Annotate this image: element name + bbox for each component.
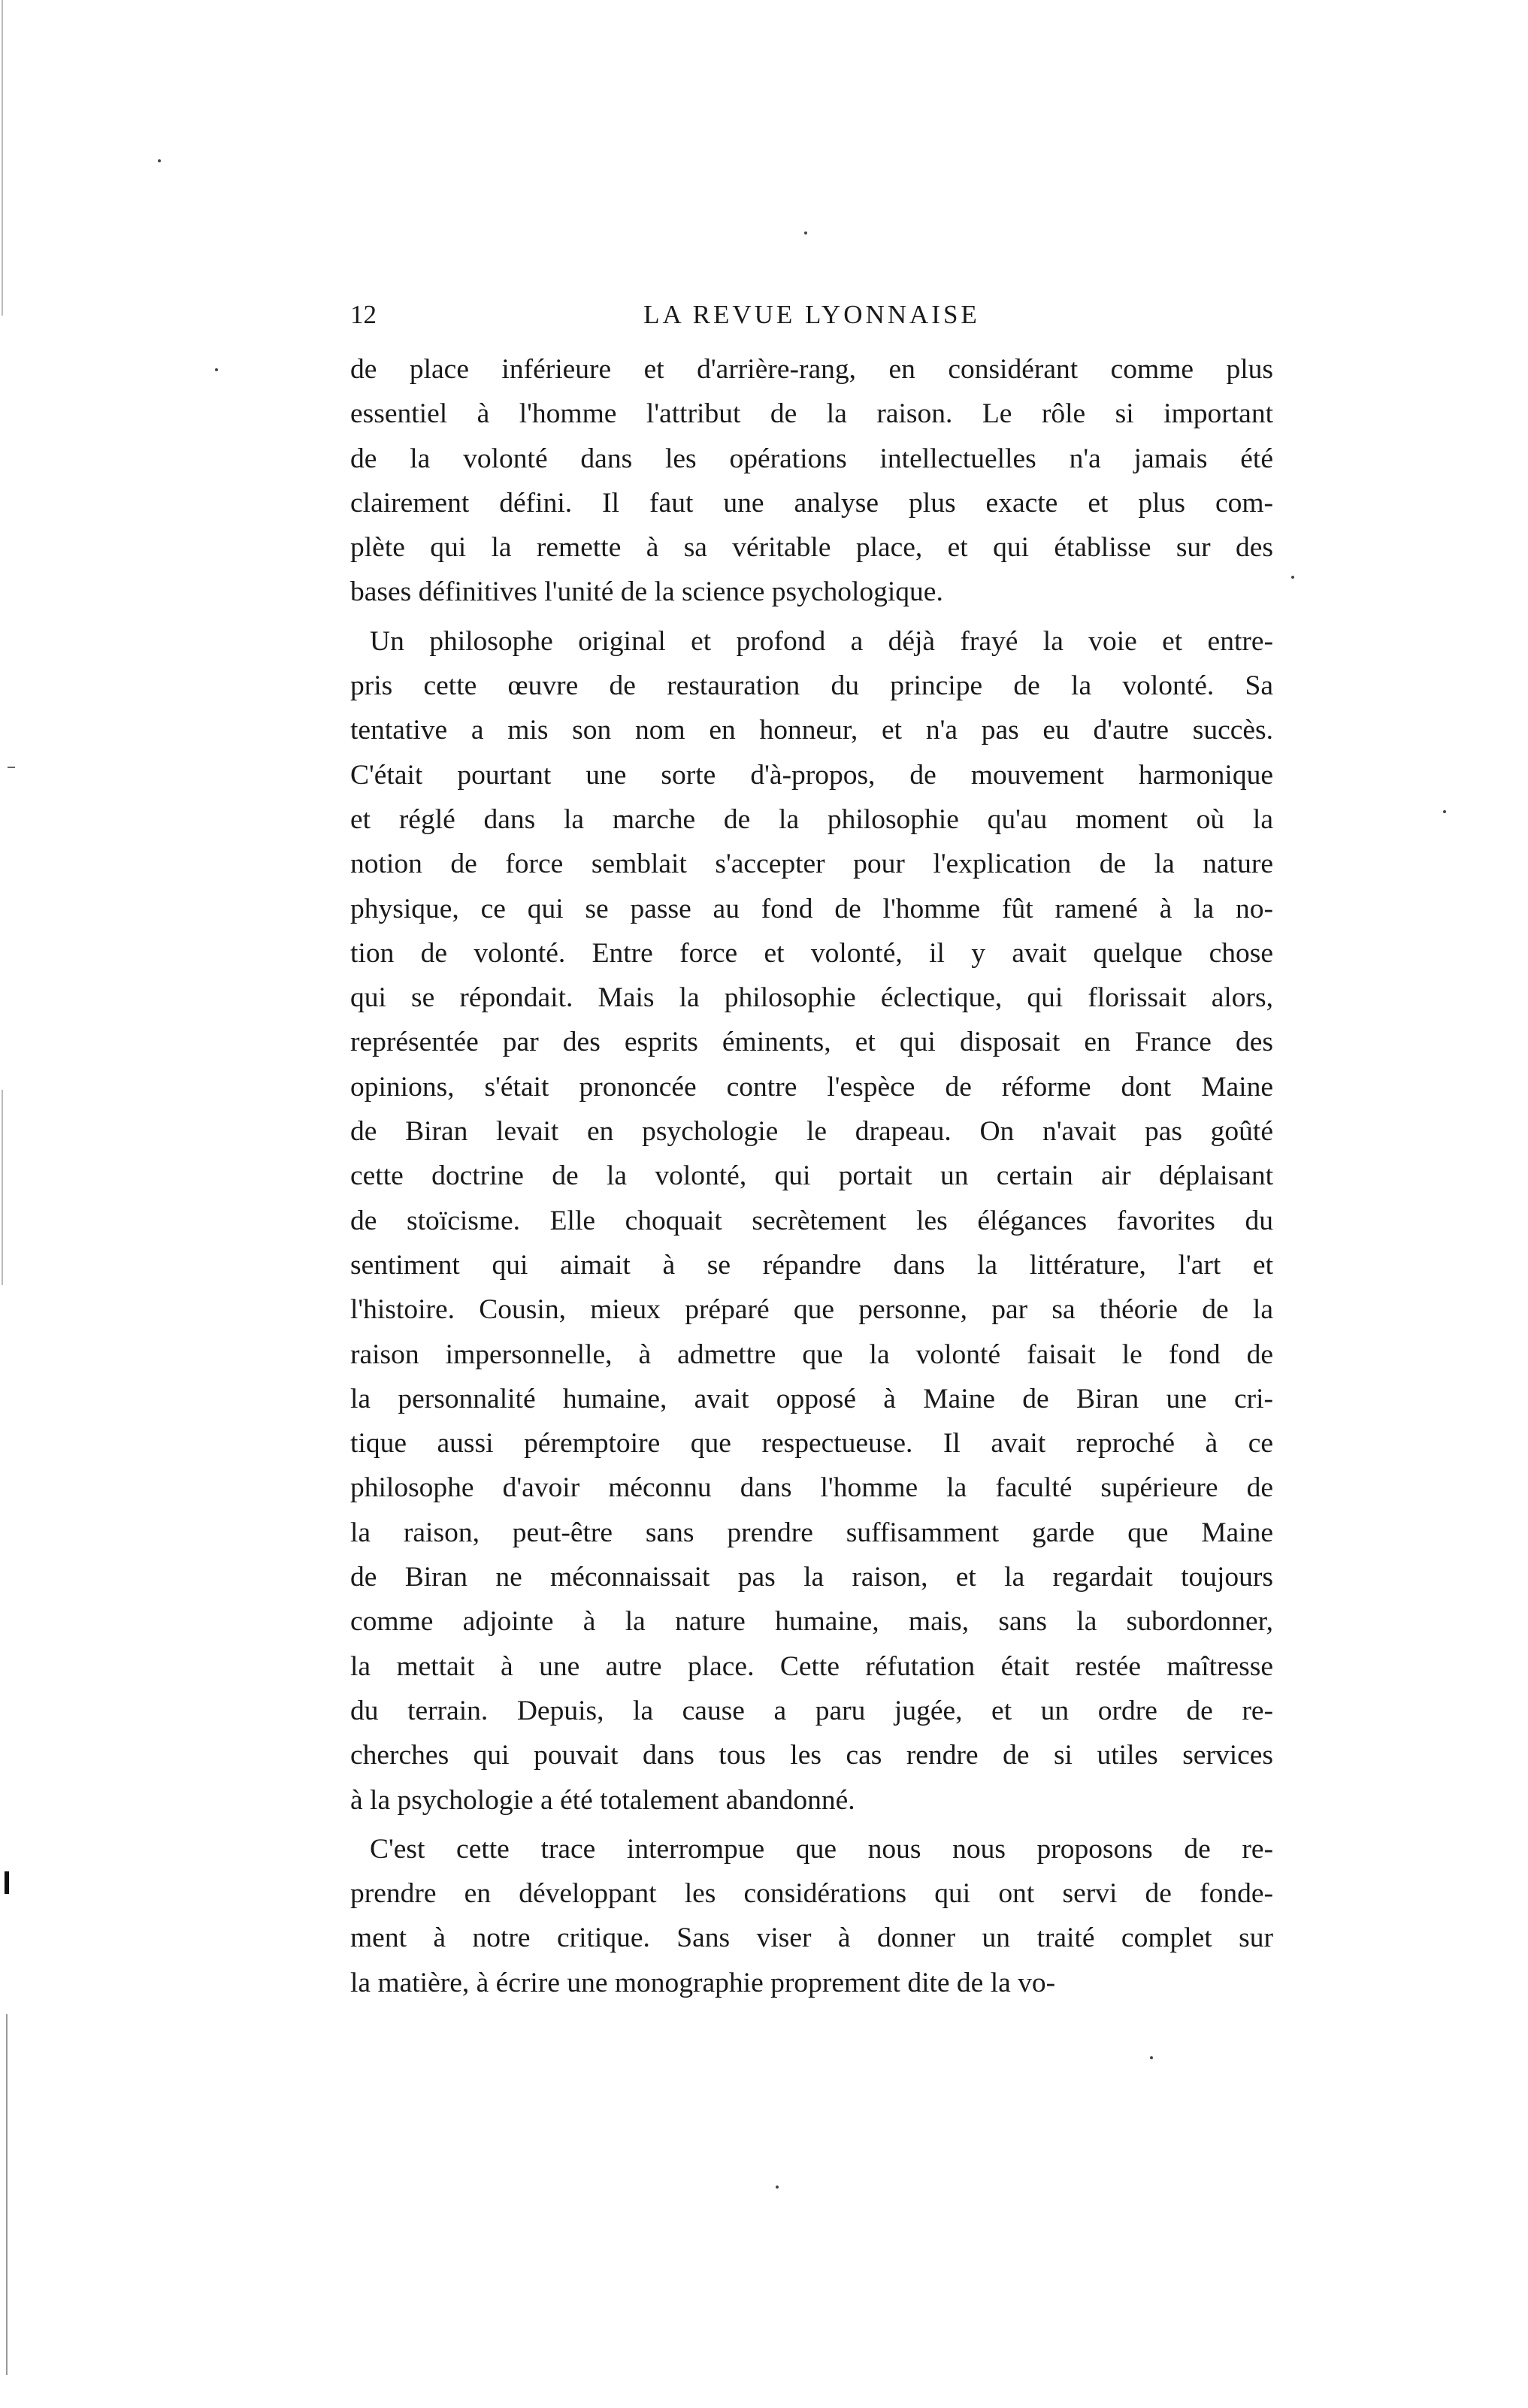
paragraph	[350, 619, 1273, 1823]
text-line: de place inférieure et d'arrière-rang, en considérant comme plus	[350, 354, 1273, 385]
paragraph	[350, 347, 1273, 615]
text-line: tion de volonté. Entre force et volonté, il y avait quelque chose	[350, 937, 1273, 969]
text-line: de Biran levait en psychologie le drapeau. On n'avait pas goûté	[350, 1116, 1273, 1148]
text-line: bases définitives l'unité de la science psychologique.	[350, 576, 943, 608]
running-title: LA REVUE LYONNAISE	[643, 300, 980, 329]
scan-edge-mark	[6, 2014, 8, 2375]
text-line: représentée par des esprits éminents, et qui disposait en France des	[350, 1027, 1273, 1058]
text-line: ment à notre critique. Sans viser à donner un traité complet sur	[350, 1922, 1273, 1954]
page-number: 12	[350, 300, 377, 329]
dust-speck	[1150, 2056, 1153, 2059]
text-line: de stoïcisme. Elle choquait secrètement les élégances favorites du	[350, 1205, 1273, 1236]
scan-edge-mark	[8, 767, 15, 768]
dust-speck	[1443, 810, 1446, 813]
text-line: de Biran ne méconnaissait pas la raison, et la regardait toujours	[350, 1562, 1273, 1593]
body-text	[350, 347, 1273, 2005]
page-header	[350, 296, 1273, 334]
text-line: et réglé dans la marche de la philosophie qu'au moment où la	[350, 803, 1273, 835]
text-line: l'histoire. Cousin, mieux préparé que personne, par sa théorie de la	[350, 1294, 1273, 1326]
text-line: C'est cette trace interrompue que nous nous proposons de re-	[370, 1833, 1273, 1865]
dust-speck	[776, 2186, 779, 2189]
text-line: la personnalité humaine, avait opposé à Maine de Biran une cri-	[350, 1383, 1273, 1414]
text-line: physique, ce qui se passe au fond de l'homme fût ramené à la no-	[350, 893, 1273, 924]
text-line: à la psychologie a été totalement abandonné.	[350, 1784, 855, 1816]
text-line: pris cette œuvre de restauration du principe de la volonté. Sa	[350, 670, 1273, 702]
text-line: notion de force semblait s'accepter pour l'explication de la nature	[350, 849, 1273, 880]
text-line: cherches qui pouvait dans tous les cas rendre de si utiles services	[350, 1740, 1273, 1771]
text-line: cette doctrine de la volonté, qui portait un certain air déplaisant	[350, 1160, 1273, 1192]
text-line: la mettait à une autre place. Cette réfutation était restée maîtresse	[350, 1650, 1273, 1682]
text-line: prendre en développant les considérations qui ont servi de fonde-	[350, 1878, 1273, 1910]
text-line: comme adjointe à la nature humaine, mais, sans la subordonner,	[350, 1606, 1273, 1638]
text-line: raison impersonnelle, à admettre que la volonté faisait le fond de	[350, 1339, 1273, 1370]
dust-speck	[215, 368, 218, 371]
text-line: opinions, s'était prononcée contre l'espèce de réforme dont Maine	[350, 1071, 1273, 1103]
text-line: philosophe d'avoir méconnu dans l'homme la faculté supérieure de	[350, 1472, 1273, 1504]
text-line: la raison, peut-être sans prendre suffisamment garde que Maine	[350, 1517, 1273, 1548]
text-line: tentative a mis son nom en honneur, et n'a pas eu d'autre succès.	[350, 715, 1273, 746]
text-line: sentiment qui aimait à se répandre dans la littérature, l'art et	[350, 1249, 1273, 1281]
text-line: clairement défini. Il faut une analyse plus exacte et plus com-	[350, 487, 1273, 519]
scan-edge-mark	[2, 0, 3, 316]
dust-speck	[1291, 576, 1294, 579]
text-line: plète qui la remette à sa véritable place, et qui établisse sur des	[350, 532, 1273, 564]
scan-edge-mark	[2, 1090, 3, 1285]
text-line: de la volonté dans les opérations intellectuelles n'a jamais été	[350, 443, 1273, 474]
text-line: la matière, à écrire une monographie proprement dite de la vo-	[350, 1967, 1056, 1998]
paragraph	[350, 1827, 1273, 2005]
text-line: du terrain. Depuis, la cause a paru jugée, et un ordre de re-	[350, 1695, 1273, 1726]
text-line: Un philosophe original et profond a déjà frayé la voie et entre-	[370, 625, 1273, 657]
dust-speck	[158, 159, 161, 162]
text-line: C'était pourtant une sorte d'à-propos, de mouvement harmonique	[350, 759, 1273, 791]
text-line: essentiel à l'homme l'attribut de la raison. Le rôle si important	[350, 398, 1273, 430]
text-line: tique aussi péremptoire que respectueuse. Il avait reproché à ce	[350, 1428, 1273, 1460]
dust-speck	[804, 231, 807, 234]
scan-edge-mark	[5, 1871, 9, 1894]
text-line: qui se répondait. Mais la philosophie éclectique, qui florissait alors,	[350, 982, 1273, 1014]
